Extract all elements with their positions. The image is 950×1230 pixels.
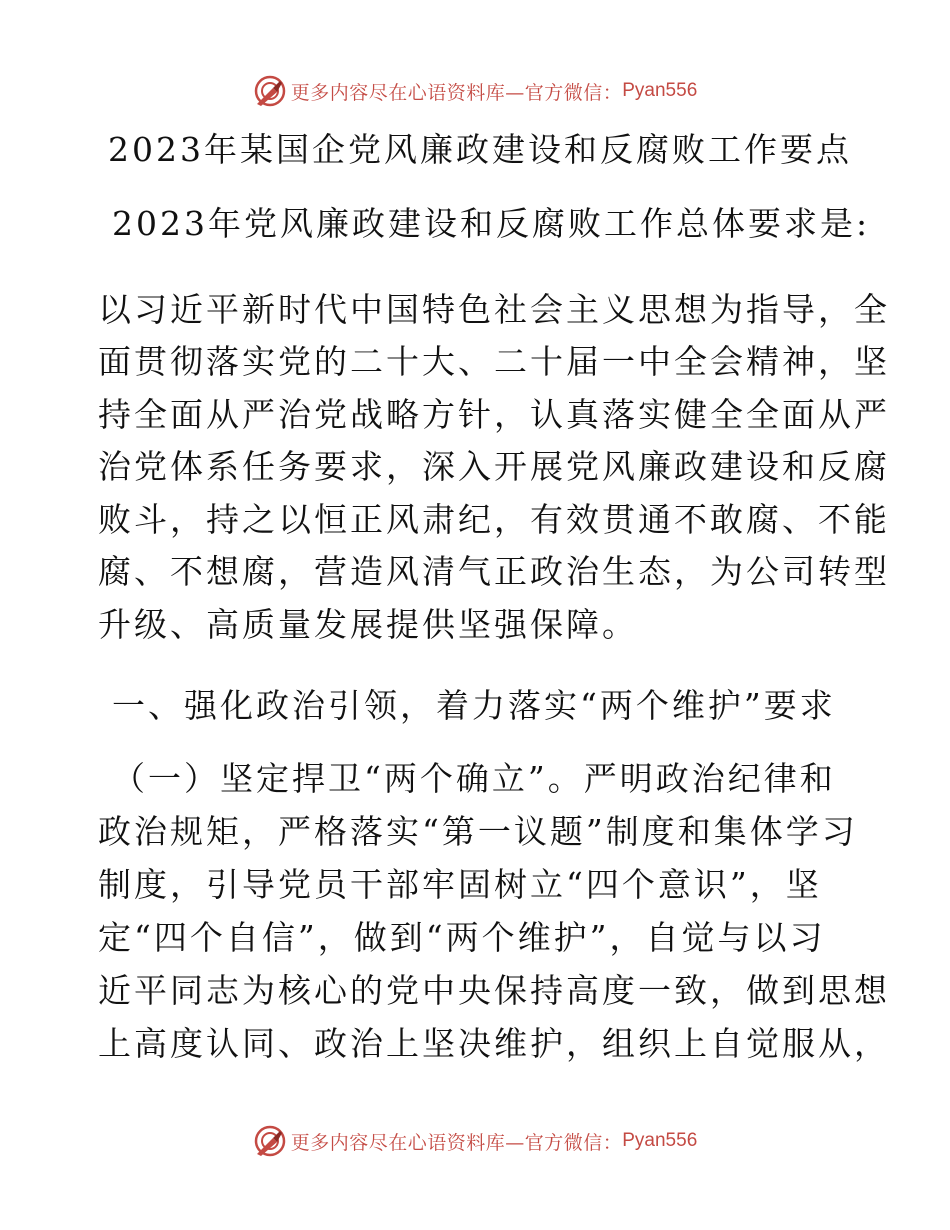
paragraph-line: （一）坚定捍卫“两个确立”。严明政治纪律和	[112, 759, 836, 798]
pen-logo-icon	[253, 1124, 287, 1158]
intro-paragraph	[98, 231, 890, 651]
paragraph-line: 上高度认同、政治上坚决维护，组织上自觉服从，	[98, 1024, 890, 1063]
paragraph-line: 以习近平新时代中国特色社会主义思想为指导，全	[98, 289, 890, 329]
watermark-header	[0, 71, 950, 111]
watermark-handle: Pyan556	[622, 80, 698, 101]
paragraph-line: 败斗，持之以恒正风肃纪，有效贯通不敢腐、不能	[98, 499, 890, 539]
section-heading: 一、强化政治引领，着力落实“两个维护”要求	[112, 686, 836, 725]
intro-heading: 2023年党风廉政建设和反腐败工作总体要求是:	[112, 204, 871, 243]
paragraph-line: 定“四个自信”，做到“两个维护”，自觉与以习	[98, 918, 826, 957]
paragraph-line: 政治规矩，严格落实“第一议题”制度和集体学习	[98, 812, 858, 851]
watermark-handle: Pyan556	[622, 1130, 698, 1151]
paragraph-line: 持全面从严治党战略方针，认真落实健全全面从严	[98, 394, 890, 434]
watermark-footer	[0, 1121, 950, 1161]
paragraph-line: 制度，引导党员干部牢固树立“四个意识”，坚	[98, 865, 822, 904]
section-paragraph	[98, 752, 890, 1070]
document-title: 2023年某国企党风廉政建设和反腐败工作要点	[108, 130, 852, 169]
paragraph-line: 近平同志为核心的党中央保持高度一致，做到思想	[98, 971, 890, 1010]
paragraph-line: 腐、不想腐，营造风清气正政治生态，为公司转型	[98, 552, 890, 591]
watermark-text: 更多内容尽在心语资料库—官方微信：	[290, 1131, 623, 1154]
pen-logo-icon	[253, 74, 287, 108]
watermark-text: 更多内容尽在心语资料库—官方微信：	[290, 81, 623, 104]
paragraph-line: 治党体系任务要求，深入开展党风廉政建设和反腐	[98, 447, 890, 486]
paragraph-line: 面贯彻落实党的二十大、二十届一中全会精神，坚	[98, 342, 890, 381]
paragraph-line: 升级、高质量发展提供坚强保障。	[98, 604, 638, 644]
